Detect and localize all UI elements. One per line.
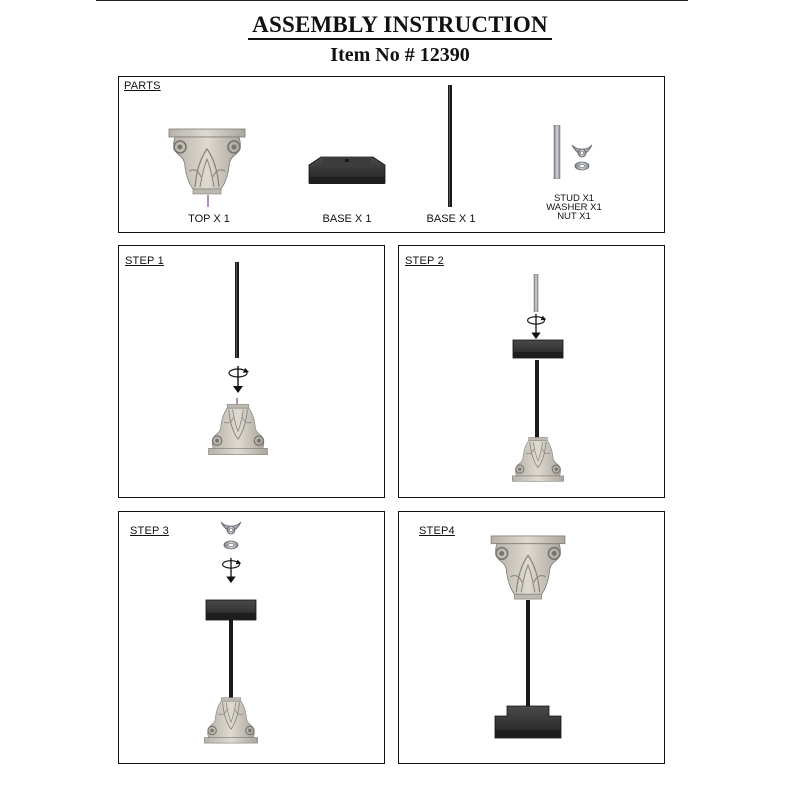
step1-panel	[118, 245, 385, 498]
part-label-top: TOP X 1	[188, 213, 230, 225]
step2-panel	[398, 245, 665, 498]
rod-icon	[525, 600, 531, 710]
capital-top-icon	[489, 534, 567, 602]
stud-tip-icon	[205, 195, 211, 207]
page-title: ASSEMBLY INSTRUCTION	[0, 12, 800, 38]
step1-label: STEP 1	[125, 255, 164, 267]
step3-label: STEP 3	[130, 525, 169, 537]
part-label-base: BASE X 1	[322, 213, 372, 225]
wingnut-icon	[570, 143, 594, 159]
parts-label: PARTS	[124, 80, 161, 92]
item-number: Item No # 12390	[330, 44, 470, 66]
stud-icon	[553, 125, 561, 179]
part-label-hardware: STUD X1 WASHER X1 NUT X1	[546, 193, 602, 222]
top-rule	[96, 0, 688, 1]
block-base-icon	[307, 155, 387, 191]
step3-panel	[118, 511, 385, 764]
capital-top-icon	[167, 127, 247, 197]
block-base-icon	[511, 338, 565, 362]
rod-icon	[228, 620, 234, 702]
rotate-arrow-icon	[219, 556, 243, 584]
rod-icon	[232, 262, 242, 358]
plinth-icon	[207, 401, 269, 457]
step4-label: STEP4	[419, 525, 455, 537]
washer-icon	[223, 540, 239, 550]
block-base-icon	[493, 704, 563, 742]
plinth-icon	[203, 694, 259, 746]
parts-panel	[118, 76, 665, 233]
wingnut-icon	[219, 520, 243, 536]
step2-label: STEP 2	[405, 255, 444, 267]
rotate-arrow-icon	[226, 364, 250, 394]
part-label-rod: BASE X 1	[426, 213, 476, 225]
rotate-arrow-icon	[524, 312, 548, 340]
step4-panel	[398, 511, 665, 764]
washer-icon	[574, 161, 590, 171]
rod-icon	[445, 85, 455, 207]
rod-icon	[534, 360, 540, 442]
stud-icon	[533, 274, 539, 312]
plinth-icon	[511, 434, 565, 484]
